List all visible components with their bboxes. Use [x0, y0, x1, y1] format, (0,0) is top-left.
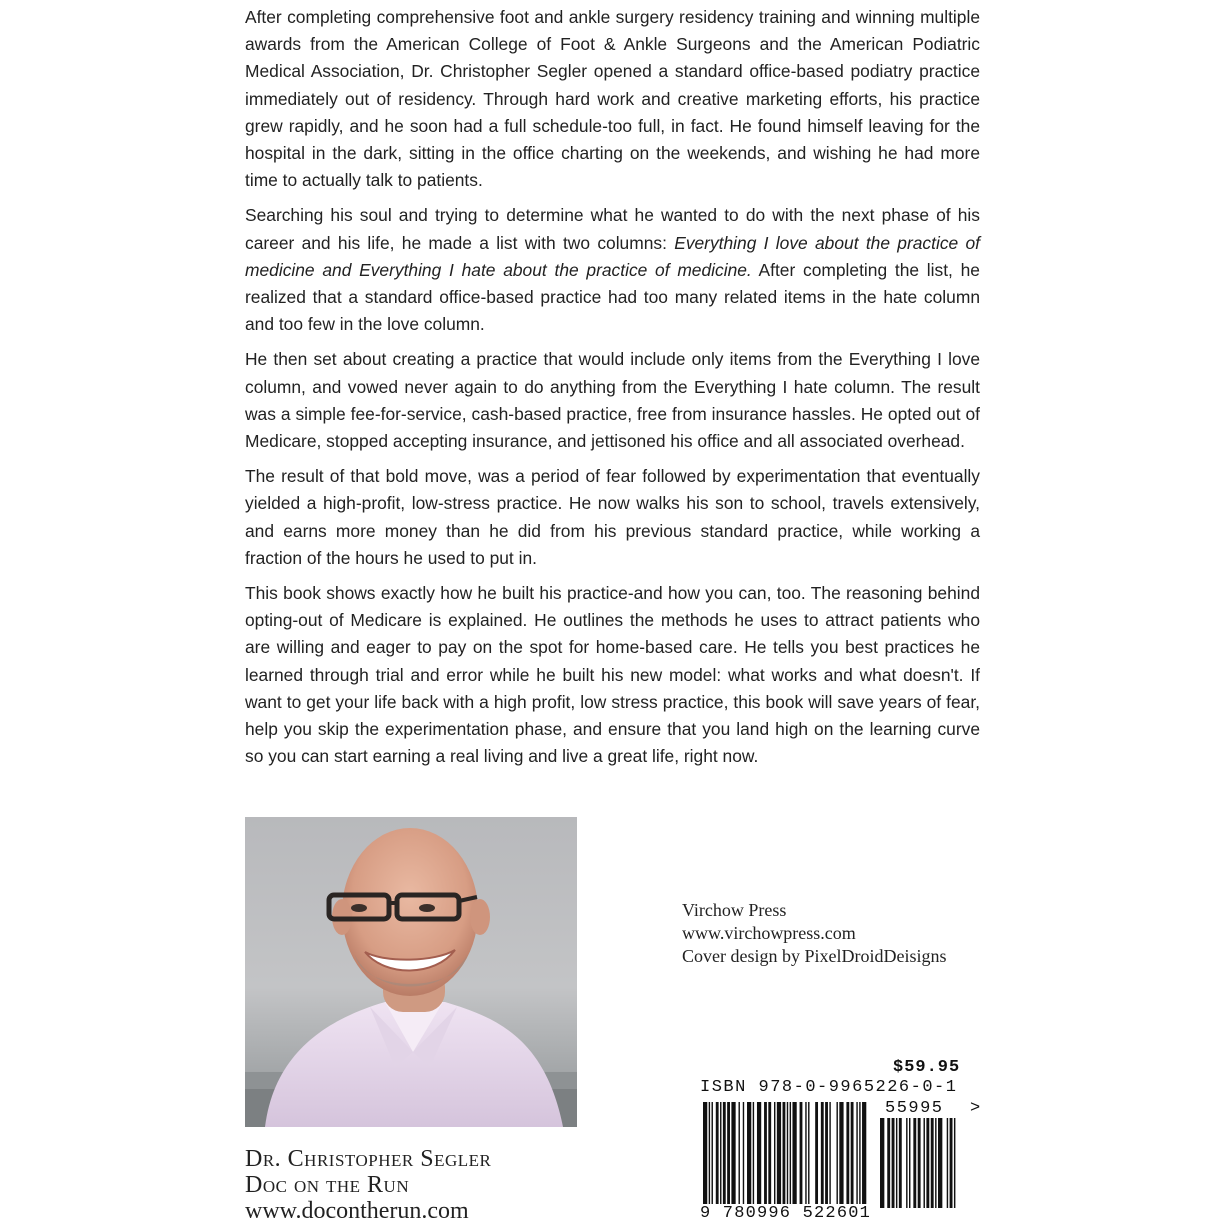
blurb-paragraph-4: The result of that bold move, was a period of fear followed by experimentation that eventually yielded a high-profit, low-stress practice. He now walks his son to school, travels extensively, and earns more money than he did from his previous standard practice, while working a fraction of the hours he used to put in. — [245, 466, 980, 568]
barcode-bar — [709, 1102, 710, 1220]
barcode-bar — [800, 1102, 803, 1220]
barcode-digits: 9 780996 522601 — [700, 1204, 872, 1223]
barcode-bar — [805, 1102, 806, 1220]
addon-barcode-bar — [926, 1118, 929, 1208]
addon-barcode-bar — [909, 1118, 910, 1208]
barcode-bar — [790, 1102, 791, 1220]
addon-barcode-bar — [954, 1118, 955, 1208]
addon-barcode-bar — [950, 1118, 953, 1208]
author-photo — [245, 817, 577, 1127]
isbn-label: ISBN 978-0-9965226-0-1 — [700, 1078, 958, 1097]
blurb-paragraph-5: This book shows exactly how he built his practice-and how you can, too. The reasoning behind opting-out of Medicare is explained. He outlines the methods he uses to attract patients who are willing and eager to pay on the spot for home-based care. He tells you best practices he learned through trial and error while he built his new model: what works and what doesn't. If want to get your life back with a high profit, low stress practice, this book will save years of fear, help you skip the experimentation phase, and ensure that you land high on the learning curve so you can start earning a real living and live a great life, right now. — [245, 583, 980, 767]
barcode-bar — [720, 1102, 721, 1220]
publisher-name: Virchow Press — [682, 900, 787, 920]
back-cover-blurb — [245, 4, 980, 778]
addon-barcode-bar — [887, 1118, 890, 1208]
barcode-bar — [768, 1102, 771, 1220]
barcode-addon-arrow: > — [970, 1099, 981, 1118]
barcode-bar — [731, 1102, 735, 1220]
blurb-p2-italic: Everything I love about the practice of medicine and Everything I hate about the practice of medicine. — [245, 232, 980, 280]
barcode-bar — [862, 1102, 866, 1220]
barcode-bar — [723, 1102, 726, 1220]
author-credits — [245, 1146, 491, 1224]
barcode-addon-digits: 55995 — [885, 1099, 944, 1118]
author-tagline: Doc on the Run — [245, 1172, 410, 1198]
addon-barcode-bar — [913, 1118, 916, 1208]
blurb-paragraph-2 — [245, 202, 980, 338]
barcode-bar — [846, 1102, 849, 1220]
barcode-bar — [815, 1102, 818, 1220]
barcode-bar — [743, 1102, 744, 1220]
barcode-bar — [821, 1102, 824, 1220]
price-addon-barcode — [880, 1118, 958, 1208]
barcode-bar — [716, 1102, 719, 1220]
barcode-bar — [856, 1102, 857, 1220]
addon-barcode-bar — [880, 1118, 884, 1208]
price-label: $59.95 — [893, 1058, 961, 1077]
author-website: www.docontherun.com — [245, 1198, 469, 1224]
barcode-bar — [836, 1102, 837, 1220]
barcode-bar — [787, 1102, 788, 1220]
publisher-info — [682, 899, 946, 968]
barcode-bar — [792, 1102, 796, 1220]
barcode-bar — [703, 1102, 707, 1220]
barcode-bar — [859, 1102, 860, 1220]
author-portrait-illustration — [245, 817, 577, 1127]
blurb-p2-intro: Searching his soul and trying to determine what he wanted to do with the next phase of his career and his life, he made a list with two columns: — [245, 205, 980, 253]
blurb-p2-end: After completing the list, he realized that a standard office-based practice had too many related items in the hate column and too few in the love column. — [245, 259, 980, 335]
barcode-bar — [808, 1102, 809, 1220]
addon-barcode-bar — [918, 1118, 921, 1208]
blurb-paragraph-3: He then set about creating a practice that would include only items from the Everything I love column, and vowed never again to do anything from the Everything I hate column. The result was a simple fee-for-service, cash-based practice, free from insurance hassles. He opted out of Medicare, stopped accepting insurance, and jettisoned his office and all associated overhead. — [245, 349, 980, 452]
barcode-bar — [839, 1102, 843, 1220]
barcode-bar — [757, 1102, 761, 1220]
barcode-bar — [829, 1102, 830, 1220]
addon-barcode-bar — [896, 1118, 897, 1208]
barcode-bar — [747, 1102, 751, 1220]
addon-barcode-bar — [892, 1118, 895, 1208]
barcode-bar — [727, 1102, 730, 1220]
addon-barcode-bar — [906, 1118, 907, 1208]
barcode-bar — [764, 1102, 767, 1220]
barcode-bar — [712, 1102, 713, 1220]
barcode-bar — [851, 1102, 854, 1220]
barcode-bar — [739, 1102, 740, 1220]
cover-design-credit: Cover design by PixelDroidDeisigns — [682, 946, 947, 966]
addon-barcode-bar — [935, 1118, 936, 1208]
addon-barcode-bar — [899, 1118, 902, 1208]
barcode-bar — [783, 1102, 786, 1220]
isbn-barcode — [703, 1102, 867, 1220]
addon-barcode-bar — [931, 1118, 934, 1208]
addon-barcode-bar — [938, 1118, 942, 1208]
addon-barcode-bar — [947, 1118, 948, 1208]
author-name: Dr. Christopher Segler — [245, 1146, 492, 1172]
addon-barcode-bar — [924, 1118, 925, 1208]
barcode-bar — [774, 1102, 775, 1220]
barcode-bar — [777, 1102, 781, 1220]
publisher-website: www.virchowpress.com — [682, 923, 856, 943]
barcode-bar — [825, 1102, 828, 1220]
blurb-paragraph-1: After completing comprehensive foot and ankle surgery residency training and winning multiple awards from the American College of Foot & Ankle Surgeons and the American Podiatric Medical Association, Dr. Christopher Segler opened a standard office-based podiatry practice immediately out of residency. Through hard work and creative marketing efforts, his practice grew rapidly, and he soon had a full schedule-too full, in fact. He found himself leaving for the hospital in the dark, sitting in the office charting on the weekends, and wishing he had more time to actually talk to patients. — [245, 7, 980, 191]
barcode-bar — [753, 1102, 754, 1220]
